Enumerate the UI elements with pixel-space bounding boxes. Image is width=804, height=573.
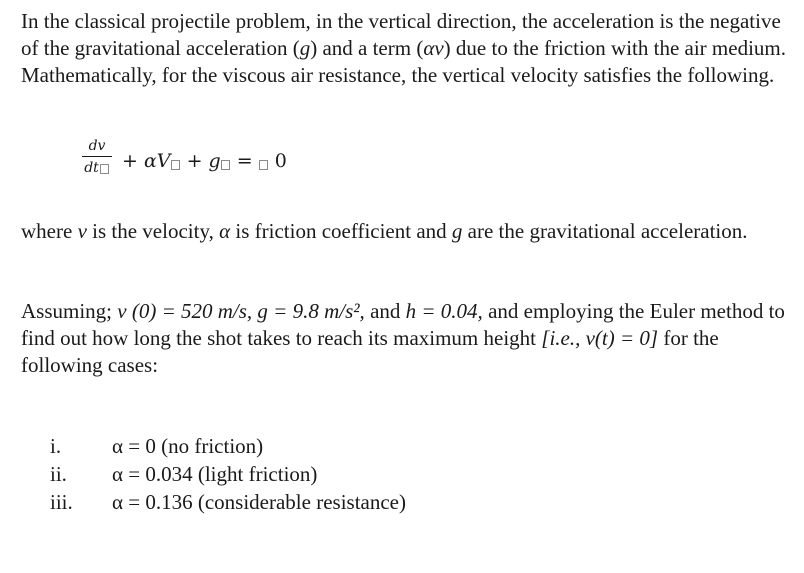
list-item: [50, 432, 770, 460]
numerator-text: dv: [88, 138, 106, 154]
definitions-text-4: are the gravitational acceleration.: [462, 219, 748, 243]
plus-sign-2: +: [180, 150, 209, 172]
list-item: [50, 488, 770, 516]
term-g: g: [208, 150, 221, 172]
definitions-text-3: is friction coefficient and: [230, 219, 452, 243]
assumptions-text-2: and: [364, 299, 406, 323]
symbol-g: g: [299, 36, 311, 60]
assumptions-paragraph: [21, 298, 791, 379]
placeholder-box-icon: [171, 160, 180, 170]
symbol-g: g: [451, 219, 463, 243]
assumptions-text-1: Assuming;: [21, 299, 118, 323]
initial-values: v (0) = 520 m/s, g = 9.8 m/s²,: [117, 299, 365, 323]
symbol-alpha: α: [219, 219, 231, 243]
definitions-paragraph: [21, 218, 791, 245]
condition-note: [i.e., v(t) = 0]: [541, 326, 659, 350]
equals-sign: =: [230, 150, 259, 172]
step-size: h = 0.04,: [405, 299, 483, 323]
definitions-text-2: is the velocity,: [86, 219, 220, 243]
symbol-alpha-v: αv: [423, 36, 444, 60]
list-item-text: α = 0.034 (light friction): [112, 462, 318, 486]
differential-equation: [80, 138, 400, 194]
term-alpha-v: αV: [143, 150, 171, 172]
equation-terms: [122, 150, 287, 172]
fraction-bar: [82, 156, 112, 157]
intro-text-3: ) due to the friction with the air medium. Mathematically, for the viscous air resistance, the vertical velocity satisfies the following.: [21, 36, 786, 87]
plus-sign-1: +: [122, 150, 144, 172]
placeholder-box-icon: [259, 160, 268, 170]
list-item-number: ii.: [50, 462, 67, 486]
intro-text-1: In the classical projectile problem, in the vertical direction, the acceleration is the negative of the gravitational acceleration (: [21, 9, 781, 60]
intro-text-2: ) and a term (: [310, 36, 424, 60]
fraction-numerator: [80, 138, 114, 156]
list-item-number: i.: [50, 434, 62, 458]
assumptions-text-3: and employing the Euler method to find out how long the shot takes to reach its maximum height: [21, 299, 785, 350]
list-item-number: iii.: [50, 490, 73, 514]
assumptions-text-4: for the following cases:: [21, 326, 719, 377]
denominator-text: dt: [84, 160, 99, 176]
fraction-denominator: [80, 160, 114, 176]
term-zero: 0: [268, 150, 287, 172]
list-item-text: α = 0 (no friction): [112, 434, 264, 458]
placeholder-box-icon: [221, 160, 230, 170]
intro-paragraph: [21, 8, 791, 89]
placeholder-box-icon: [100, 164, 109, 174]
definitions-text-1: where: [21, 219, 78, 243]
symbol-v: v: [77, 219, 87, 243]
list-item: [50, 460, 770, 488]
cases-list: [50, 432, 770, 516]
derivative-fraction: [80, 138, 114, 176]
list-item-text: α = 0.136 (considerable resistance): [112, 490, 406, 514]
